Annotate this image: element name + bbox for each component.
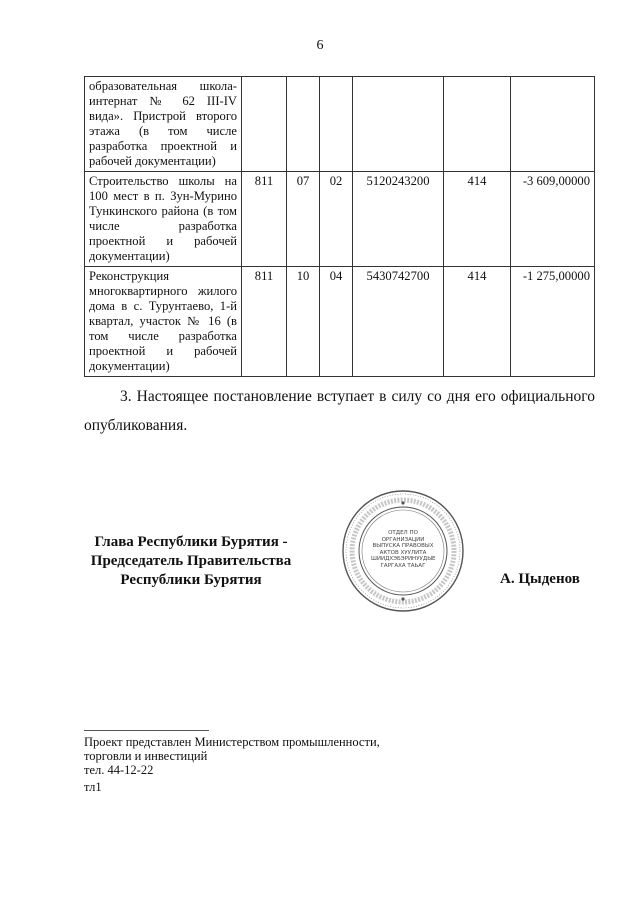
cell-amount [511, 77, 595, 172]
cell-section: 07 [287, 172, 320, 267]
cell-expense-type: 414 [444, 172, 511, 267]
cell-section [287, 77, 320, 172]
cell-ministry-code [242, 77, 287, 172]
signatory-title-line: Республики Бурятия [120, 572, 262, 588]
cell-ministry-code: 811 [242, 267, 287, 377]
row-description: Реконструкция многоквартирного жилого дома в с. Турунтаево, 1-й квартал, участок № 16 (в том числе разработка проектной и рабочей документации) [85, 267, 242, 377]
table-row [85, 267, 595, 377]
row-description: образовательная школа-интернат № 62 III-IV вида». Пристрой второго этажа (в том числе разработка проектной и рабочей документации) [85, 77, 242, 172]
footnote-line: торговли и инвестиций [84, 749, 208, 763]
signatory-name: А. Цыденов [500, 571, 580, 587]
cell-subsection: 04 [320, 267, 353, 377]
cell-section: 10 [287, 267, 320, 377]
budget-table [84, 76, 595, 377]
cell-amount: -1 275,00000 [511, 267, 595, 377]
signatory-title [84, 533, 298, 590]
cell-target-article: 5120243200 [353, 172, 444, 267]
signatory-title-line: Глава Республики Бурятия - [94, 534, 288, 550]
page-number: 6 [316, 38, 324, 53]
cell-target-article: 5430742700 [353, 267, 444, 377]
cell-amount: -3 609,00000 [511, 172, 595, 267]
signatory-title-line: Председатель Правительства [90, 553, 292, 569]
cell-ministry-code: 811 [242, 172, 287, 267]
stamp-inner-text: ОТДЕЛ ПО ОРГАНИЗАЦИИ ВЫПУСКА ПРАВОВЫХ АКТОВ ХУУЛИТА ШИИДХЭБЭРИНУУДЫЕ ГАРГАХА ТАЬАГ [371, 530, 436, 569]
document-code: тл1 [84, 780, 102, 794]
row-description: Строительство школы на 100 мест в п. Зун-Мурино Тункинского района (в том числе разработка проектной и рабочей документации) [85, 172, 242, 267]
cell-expense-type [444, 77, 511, 172]
table-row [85, 172, 595, 267]
footnote-line: Проект представлен Министерством промышленности, [84, 735, 380, 749]
footnote-line: тел. 44-12-22 [84, 763, 154, 777]
cell-expense-type: 414 [444, 267, 511, 377]
footnote-divider [84, 730, 209, 731]
cell-subsection: 02 [320, 172, 353, 267]
footnote [84, 735, 380, 777]
table-row [85, 77, 595, 172]
clause-3-text: 3. Настоящее постановление вступает в силу со дня его официального опубликования. [84, 388, 595, 434]
cell-target-article [353, 77, 444, 172]
cell-subsection [320, 77, 353, 172]
